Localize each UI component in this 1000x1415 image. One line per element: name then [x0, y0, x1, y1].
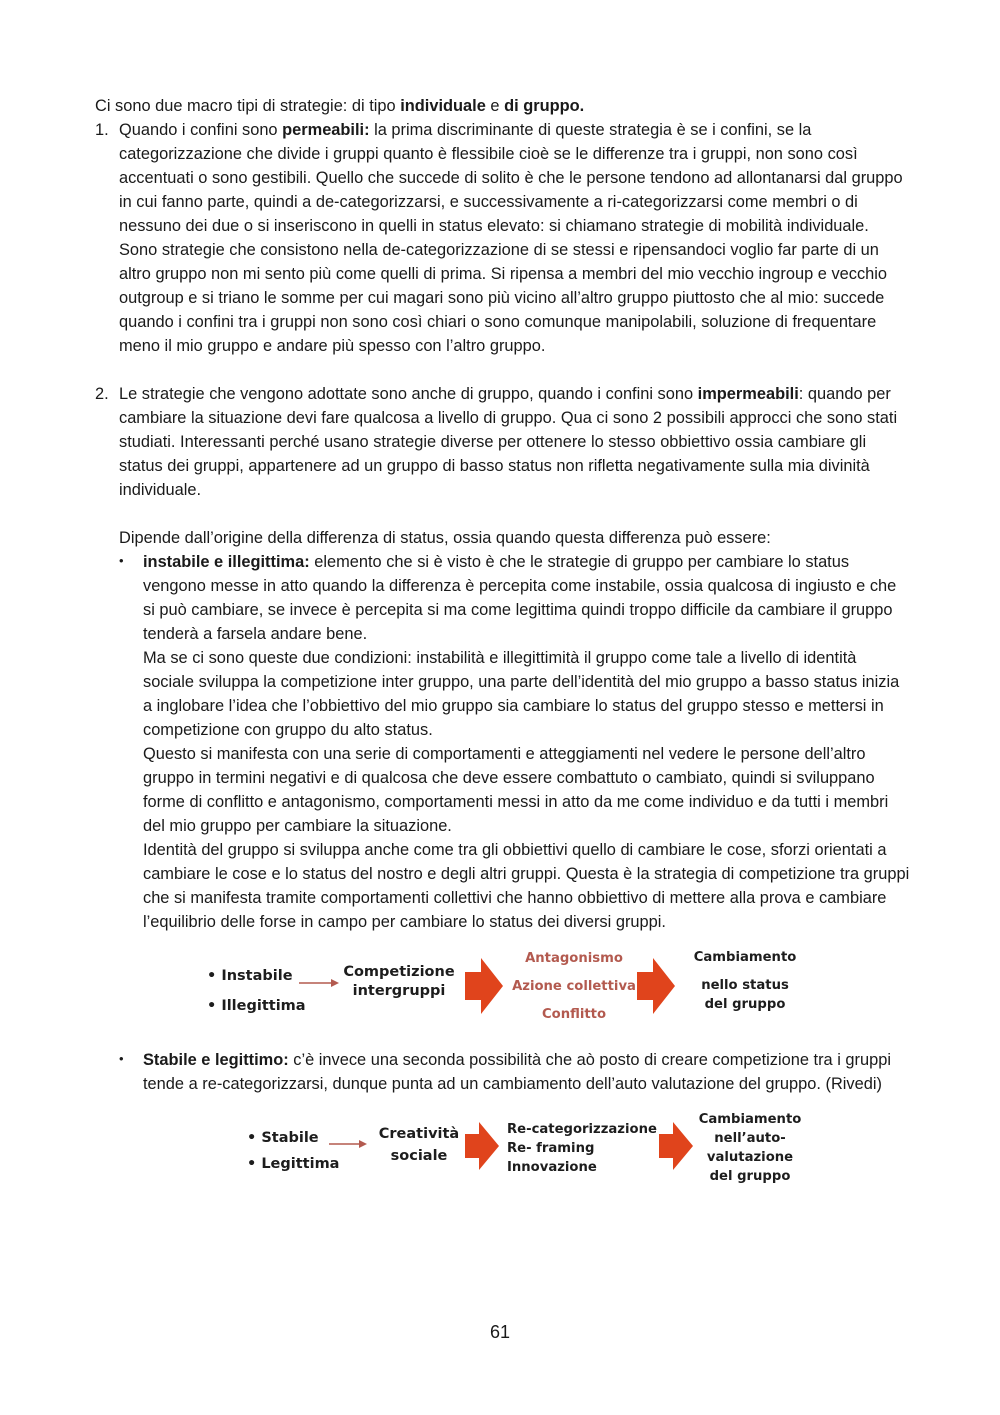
diagram-creativity: [247, 1106, 807, 1188]
diagram2-mid-line2: sociale: [390, 1148, 448, 1164]
page-body: [95, 94, 910, 1188]
bullet1-paragraph-2: Ma se ci sono queste due condizioni: instabilità e illegittimità il gruppo come tale a livello di identità sociale sviluppa la competizione inter gruppo, una parte dell’identità del mio gruppo a basso status inizia a inglobare l’idea che l’obbiettivo del mio gruppo sia cambiare lo status del gruppo stesso e mettersi in competizione con gruppo du alto status.: [143, 649, 900, 739]
bullet-item-2: [119, 1048, 910, 1096]
diagram1-cond-illegittima: • Illegittima: [207, 998, 306, 1014]
list-item-2: [95, 382, 910, 1188]
list-number-1: 1.: [95, 121, 109, 139]
diagram2-mid-line1: Creatività: [378, 1126, 460, 1142]
diagram1-end-line2: nello status: [701, 978, 789, 993]
diagram1-mid-line2: intergruppi: [352, 983, 446, 999]
bullet1-paragraph: [143, 550, 910, 646]
bullet1-text: elemento che si è visto è che le strategie di gruppo per cambiare lo status vengono messe in atto quando la differenza è percepita come instabile, ossia qualcosa di ingiusto e che si può cambiare, se invece è percepita si ma come legittima quindi troppo difficile da cambiare il gruppo tenderà a farsela andare bene.: [143, 553, 897, 643]
diagram1-line-arrowhead: [331, 979, 339, 987]
page-number: 61: [489, 1322, 511, 1342]
diagram1-result-azione: Azione collettiva: [512, 979, 636, 994]
item2-bold: impermeabili: [697, 385, 799, 403]
diagram2-cond-legittima: • Legittima: [247, 1156, 340, 1172]
diagram2-block-arrow-1: [465, 1122, 499, 1170]
diagram2-end-line1: Cambiamento: [698, 1112, 802, 1127]
item1-bold: permeabili:: [282, 121, 370, 139]
diagram1-block-arrow-1: [465, 958, 503, 1014]
bullet-item-1: [119, 550, 910, 934]
diagram2-result-innovazione: Innovazione: [507, 1160, 597, 1175]
intro-paragraph: [95, 94, 910, 118]
diagram1-end-line3: del gruppo: [704, 997, 786, 1012]
intro-bold-individuale: individuale: [400, 97, 486, 115]
diagram1-cond-instabile: • Instabile: [207, 968, 293, 984]
diagram2-end-line2: nell’auto-: [714, 1131, 786, 1146]
diagram2-end-line3: valutazione: [706, 1150, 794, 1165]
item2-pre: Le strategie che vengono adottate sono anche di gruppo, quando i confini sono: [119, 385, 698, 403]
bullet1-bold: instabile e illegittima:: [143, 553, 310, 571]
diagram1-result-antagonismo: Antagonismo: [525, 951, 623, 966]
item1-paragraph: [119, 118, 910, 238]
intro-mid: e: [485, 97, 505, 115]
item1-paragraph-2: Sono strategie che consistono nella de-categorizzazione di se stessi e ripensandoci voglio far parte di un altro gruppo non mi sento più come quelli di prima. Si ripensa a membri del mio vecchio ingroup e vecchio outgroup e si triano le somme per cui magari sono più vicino all’altro gruppo piuttosto che al mio: succede quando i confini tra i gruppi non sono così chiari o sono comunque manipolabili, soluzione di frequentare meno il mio gruppo e andare più spesso con l’altro gruppo.: [119, 241, 888, 355]
bullet2-bold: Stabile e legittimo:: [143, 1051, 289, 1069]
diagram1-block-arrow-2: [637, 958, 675, 1014]
bullet2-paragraph: [143, 1048, 910, 1096]
bullet2-text: c’è invece una seconda possibilità che aò posto di creare competizione tra i gruppi tende a re-categorizzarsi, dunque punta ad un cambiamento dell’auto valutazione del gruppo. (Rivedi): [143, 1051, 891, 1093]
bullet1-paragraph-3: Questo si manifesta con una serie di comportamenti e atteggiamenti nel vedere le persone dell’altro gruppo in termini negativi e di qualcosa che deve essere combattuto o cambiato, quindi si sviluppano forme di conflitto e antagonismo, comportamenti messi in atto da me come individuo e da tutti i membri del mio gruppo per cambiare la situazione.: [143, 745, 889, 835]
diagram2-cond-stabile: • Stabile: [247, 1130, 319, 1146]
item1-text: la prima discriminante di queste strategia è se i confini, se la categorizzazione che divide i gruppi quanto è flessibile cioè se le differenze tra i gruppi, non sono così accentuati o sono gestibili. Quello che succede di solito è che le persone tendono ad allontanarsi dal gruppo in cui fanno parte, quindi a de-categorizzarsi, e successivamente a ri-categorizzarsi come membri o di nessuno dei due o si inseriscono in quelli in status elevato: si chiamano strategie di mobilità individuale.: [119, 121, 903, 235]
intro-bold-gruppo: di gruppo.: [504, 97, 585, 115]
diagram2-line-arrowhead: [359, 1140, 367, 1148]
item2-paragraph: [119, 382, 910, 502]
list-number-2: 2.: [95, 385, 109, 403]
diagram2-end-line4: del gruppo: [709, 1169, 791, 1184]
bullet-marker-2: •: [119, 1051, 124, 1066]
item2-paragraph-2: Dipende dall’origine della differenza di status, ossia quando questa differenza può essere:: [119, 529, 771, 547]
bullet1-paragraph-4: Identità del gruppo si sviluppa anche come tra gli obbiettivi quello di cambiare le cose, sforzi orientati a cambiare le cose e lo status del nostro e degli altri gruppi. Questa è la strategia di competizione tra gruppi che si manifesta tramite comportamenti collettivi che hanno obbiettivo di mettere alla prova e cambiare l’equilibrio delle forse in campo per cambiare lo status dei diversi gruppi.: [143, 841, 910, 931]
diagram2-block-arrow-2: [659, 1122, 693, 1170]
item1-pre: Quando i confini sono: [119, 121, 283, 139]
diagram-competition: [207, 948, 827, 1032]
diagram1-result-conflitto: Conflitto: [541, 1007, 607, 1022]
diagram2-result-recategorizzazione: Re-categorizzazione: [507, 1122, 657, 1137]
list-item-1: [95, 118, 910, 358]
intro-text: Ci sono due macro tipi di strategie: di tipo: [95, 97, 401, 115]
bullet-marker: •: [119, 553, 124, 568]
item2-text: : quando per cambiare la situazione devi fare qualcosa a livello di gruppo. Qua ci sono 2 possibili approcci che sono stati studiati. Interessanti perché usano strategie diverse per ottenere lo stesso obbiettivo ossia cambiare gli status dei gruppi, appartenere ad un gruppo di basso status non rifletta negativamente sulla mia divinità individuale.: [119, 385, 898, 499]
diagram1-mid-line1: Competizione: [343, 964, 455, 980]
diagram2-result-reframing: Re- framing: [507, 1141, 595, 1156]
diagram1-end-line1: Cambiamento: [693, 950, 797, 965]
